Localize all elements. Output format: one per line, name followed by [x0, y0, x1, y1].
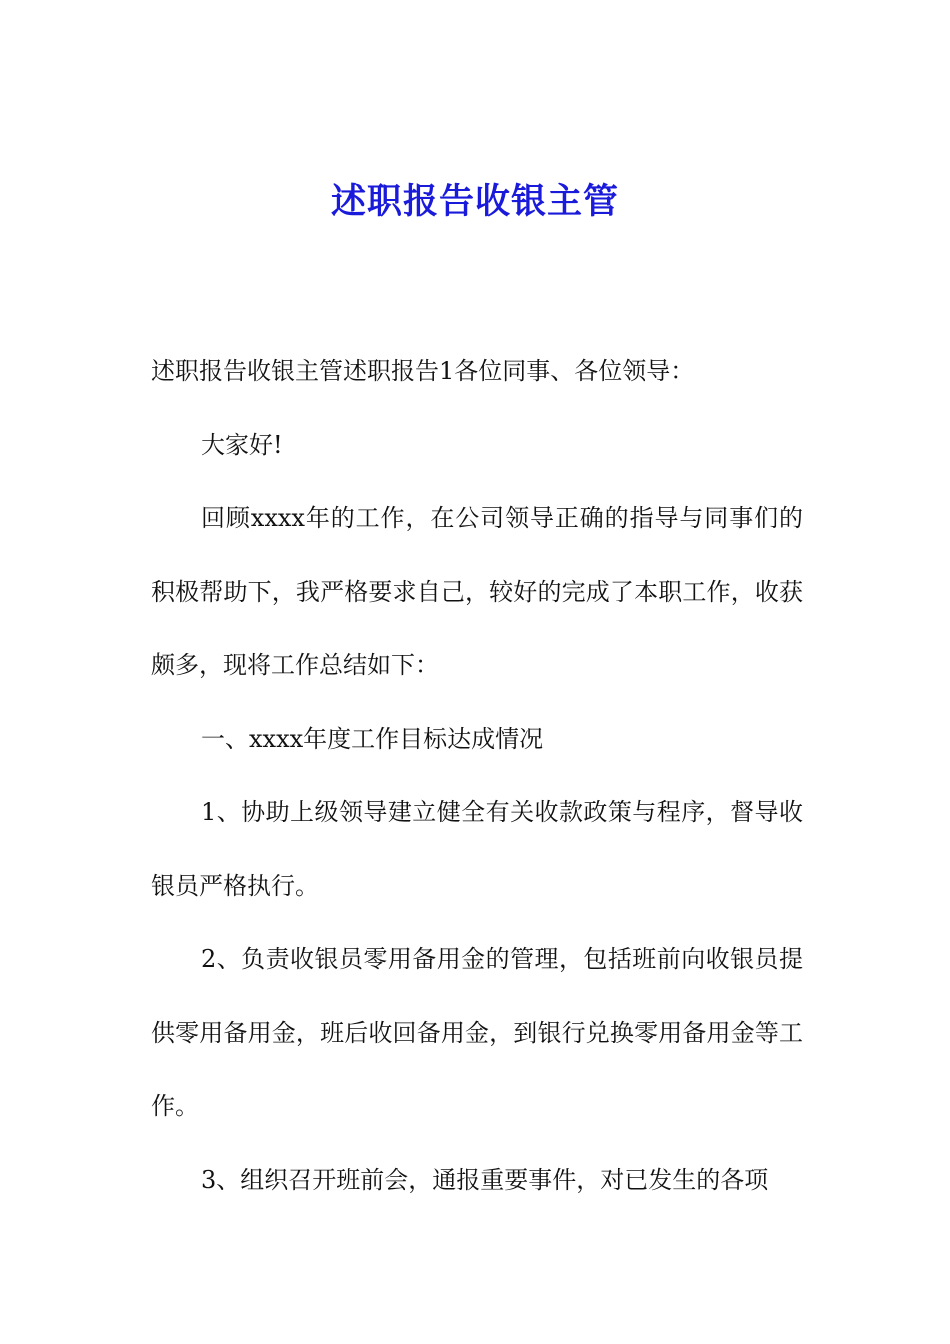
paragraph-item-2: 2、负责收银员零用备用金的管理，包括班前向收银员提供零用备用金，班后收回备用金，到银行兑换零用备用金等工作。	[151, 945, 803, 1120]
document-title: 述职报告收银主管	[330, 181, 619, 222]
paragraph-greeting: 大家好!	[201, 430, 283, 459]
paragraph-salutation: 述职报告收银主管述职报告1各位同事、各位领导：	[151, 357, 695, 385]
paragraph-review: 回顾xxxx年的工作，在公司领导正确的指导与同事们的积极帮助下，我严格要求自己，较好的完成了本职工作，收获颇多，现将工作总结如下：	[151, 504, 803, 679]
paragraph-section-heading: 一、xxxx年度工作目标达成情况	[201, 724, 544, 753]
document-body	[151, 335, 803, 1217]
paragraph-item-3: 3、组织召开班前会，通报重要事件，对已发生的各项	[201, 1165, 769, 1194]
paragraph-item-1: 1、协助上级领导建立健全有关收款政策与程序，督导收银员严格执行。	[151, 798, 803, 900]
